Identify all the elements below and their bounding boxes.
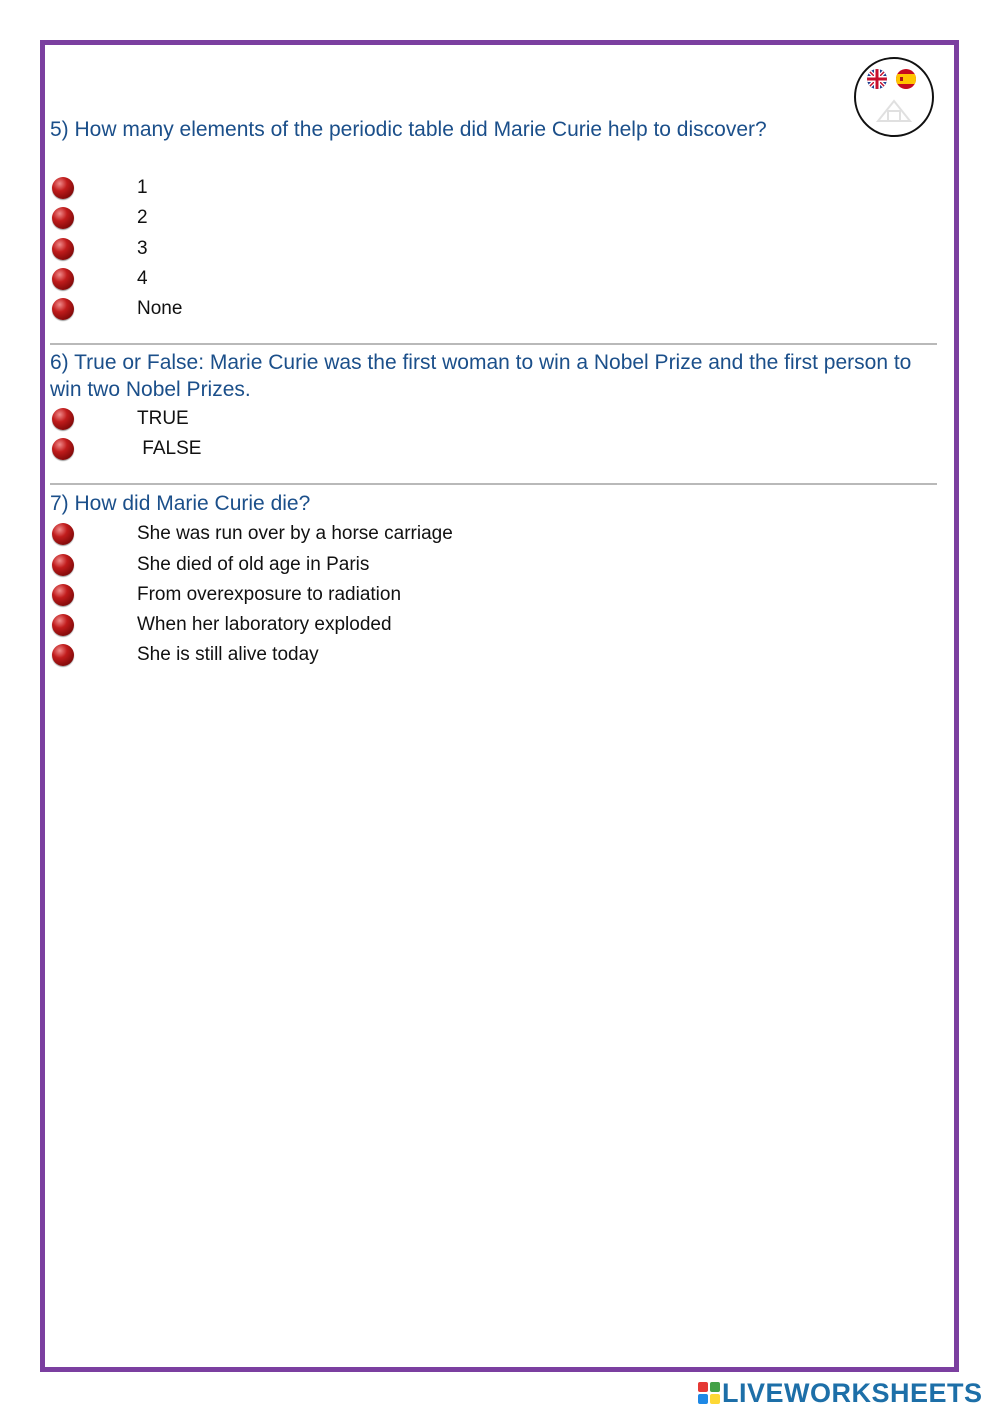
question-7-title: 7) How did Marie Curie die? xyxy=(50,492,311,515)
option-label: She died of old age in Paris xyxy=(137,554,370,575)
question-7-option-2[interactable] xyxy=(50,552,650,578)
question-5-option-1[interactable] xyxy=(50,175,650,201)
liveworksheets-logo-icon xyxy=(698,1382,720,1404)
uk-flag-icon xyxy=(867,69,887,89)
question-6-title: 6) True or False: Marie Curie was the first woman to win a Nobel Prize and the first person to win two Nobel Prizes. xyxy=(50,351,912,401)
radio-bullet-icon[interactable] xyxy=(52,523,74,545)
question-6-option-true[interactable] xyxy=(50,406,650,432)
question-7-option-3[interactable] xyxy=(50,582,650,608)
radio-bullet-icon[interactable] xyxy=(52,238,74,260)
radio-bullet-icon[interactable] xyxy=(52,177,74,199)
section-divider xyxy=(50,343,937,345)
question-7-option-4[interactable] xyxy=(50,612,650,638)
radio-bullet-icon[interactable] xyxy=(52,207,74,229)
radio-bullet-icon[interactable] xyxy=(52,614,74,636)
question-5-title: 5) How many elements of the periodic table did Marie Curie help to discover? xyxy=(50,118,767,141)
question-5-option-2[interactable] xyxy=(50,205,650,231)
option-label: TRUE xyxy=(137,408,189,429)
option-label: She is still alive today xyxy=(137,644,319,665)
option-label: 3 xyxy=(137,238,148,259)
brand-name: LIVEWORKSHEETS xyxy=(722,1378,983,1408)
spain-flag-icon xyxy=(896,69,916,89)
option-label: She was run over by a horse carriage xyxy=(137,523,453,544)
question-5-option-4[interactable] xyxy=(50,266,650,292)
option-label: From overexposure to radiation xyxy=(137,584,402,605)
option-label: None xyxy=(137,298,183,319)
section-divider xyxy=(50,483,937,485)
radio-bullet-icon[interactable] xyxy=(52,584,74,606)
radio-bullet-icon[interactable] xyxy=(52,554,74,576)
question-5-option-5[interactable] xyxy=(50,296,650,322)
question-7-option-5[interactable] xyxy=(50,642,650,668)
radio-bullet-icon[interactable] xyxy=(52,298,74,320)
option-label: When her laboratory exploded xyxy=(137,614,392,635)
radio-bullet-icon[interactable] xyxy=(52,438,74,460)
option-label: 4 xyxy=(137,268,148,289)
question-5-option-3[interactable] xyxy=(50,236,650,262)
radio-bullet-icon[interactable] xyxy=(52,644,74,666)
question-7-option-1[interactable] xyxy=(50,521,650,547)
question-6-option-false[interactable] xyxy=(50,436,650,462)
liveworksheets-logo[interactable] xyxy=(698,1378,993,1408)
option-label: 1 xyxy=(137,177,148,198)
option-label: 2 xyxy=(137,207,148,228)
option-label: FALSE xyxy=(137,438,202,459)
radio-bullet-icon[interactable] xyxy=(52,408,74,430)
radio-bullet-icon[interactable] xyxy=(52,268,74,290)
